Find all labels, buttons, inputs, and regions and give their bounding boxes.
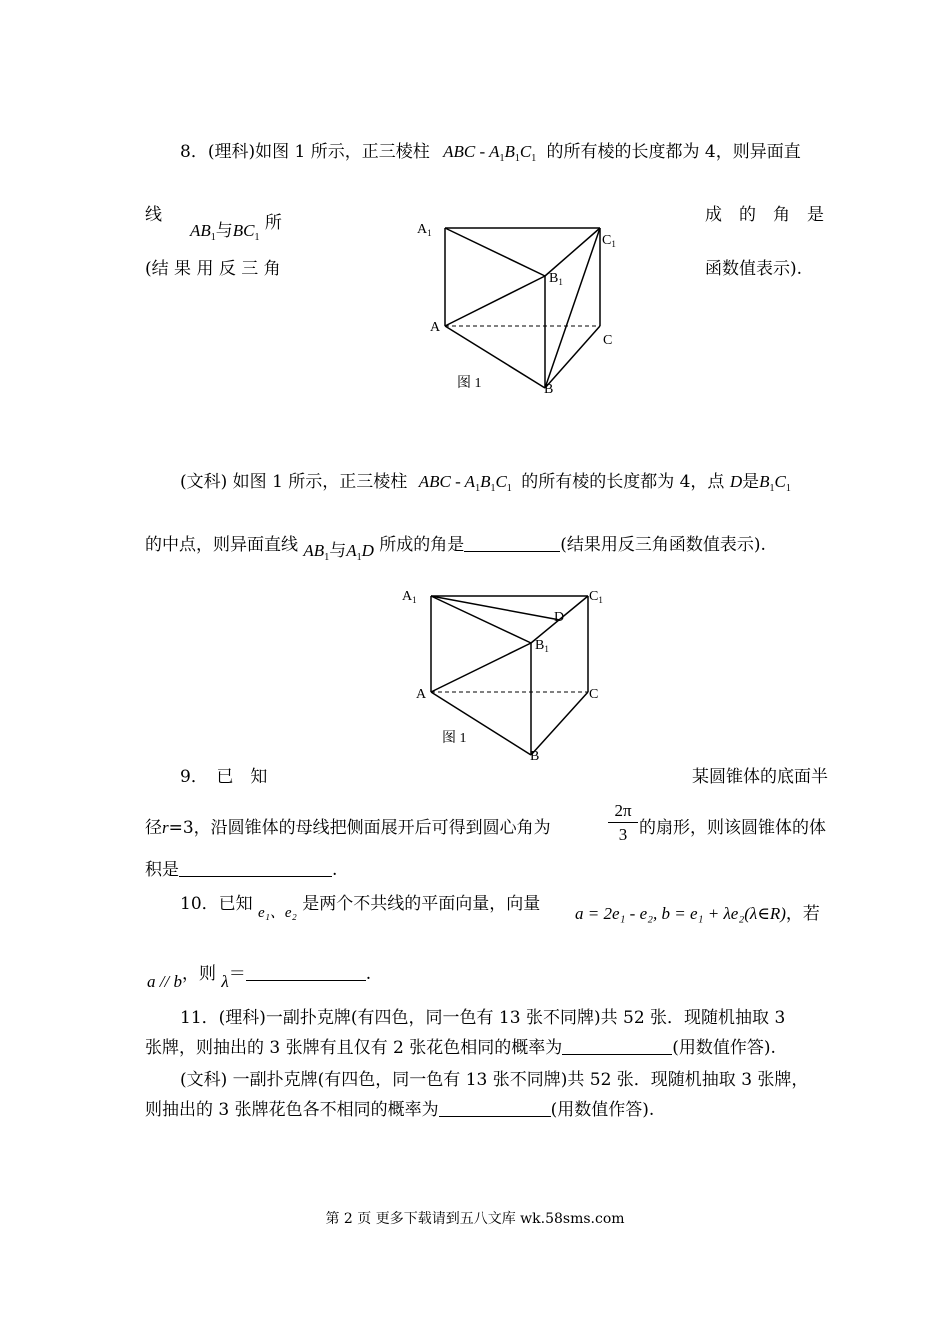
fig1-label-c1: $C_1$ [602, 233, 616, 249]
q11w-answer-blank[interactable] [439, 1098, 551, 1117]
fig2-label-c: C [589, 687, 599, 702]
fig2-label-c1: $C_1$ [589, 589, 603, 605]
q8w-line1: (文科) 如图 1 所示，正三棱柱 ABC - $A_1B_1C_1$ 的所有棱的长度都为 4，点 D是$B_1C_1$ [180, 472, 791, 494]
q8w-line2: 的中点，则异面直线 $AB_1$与$A_1D$ 所成的角是 (结果用反三角函数值表示). [145, 535, 766, 563]
figure1-prism [400, 210, 640, 400]
q9-answer-blank[interactable] [179, 858, 332, 877]
fig1-label-a1: $A_1$ [417, 222, 432, 238]
q8-line1: 8．(理科)如图 1 所示，正三棱柱 ABC - $A_1B_1C_1$ 的所有棱的长度都为 4，则异面直 [180, 142, 801, 164]
fig1-label-c: C [603, 333, 613, 348]
fig1-label-a: A [430, 320, 441, 335]
q9-right: 某圆锥体的底面半 [692, 767, 828, 787]
fig2-label-a1: $A_1$ [402, 589, 417, 605]
q8w-answer-blank[interactable] [464, 533, 560, 552]
q11-answer-blank[interactable] [562, 1036, 672, 1055]
q8-line2-edges: $AB_1$与$BC_1$ 所 [190, 213, 282, 243]
fig1-label-b1: $B_1$ [549, 271, 563, 287]
fig2-label-a: A [416, 687, 427, 702]
q8-line2-right: 成 的 角 是 [705, 205, 824, 225]
q8-line3-left: (结 果 用 反 三 角 [145, 259, 281, 279]
q8-line3-right: 函数值表示). [705, 259, 803, 279]
fig2-caption: 图 1 [442, 731, 467, 746]
q10-answer-blank[interactable] [246, 962, 366, 981]
q9-line3: 积是 . [145, 860, 338, 880]
fig1-caption: 图 1 [457, 376, 482, 391]
q9-lead: 9． 已 知 [180, 767, 268, 787]
fig2-label-b: B [530, 749, 540, 764]
q10-line2: a // b，则 λ＝ . [147, 964, 372, 991]
fig2-label-b1: $B_1$ [535, 638, 549, 654]
page-footer: 第 2 页 更多下载请到五八文库 wk.58sms.com [325, 1211, 625, 1227]
q11-line4: 则抽出的 3 张牌花色各不相同的概率为 (用数值作答). [145, 1100, 655, 1120]
fig2-label-d: D [554, 610, 565, 625]
q11-line3: (文科) 一副扑克牌(有四色，同一色有 13 张不同牌)共 52 张．现随机抽取 3 张牌， [180, 1070, 809, 1090]
q9-line2-post: 的扇形，则该圆锥体的体 [639, 818, 826, 838]
q11-line1: 11．(理科)一副扑克牌(有四色，同一色有 13 张不同牌)共 52 张．现随机抽取 3 [180, 1008, 786, 1028]
figure2-prism [398, 580, 618, 770]
q11-line2: 张牌，则抽出的 3 张牌有且仅有 2 张花色相同的概率为 (用数值作答). [145, 1038, 776, 1058]
q9-fraction: $\frac{2\pi}{3}$ [608, 800, 638, 847]
q10-formula: a = 2e₁ - e₂, b = e₁ + λe₂(λ∈R)，若 [575, 904, 820, 924]
q9-line2-pre: 径r=3，沿圆锥体的母线把侧面展开后可得到圆心角为 [145, 818, 551, 838]
q10-line1: 10．已知 e₁、e₂ 是两个不共线的平面向量，向量 [180, 894, 541, 921]
q8-line2-lead: 线 [145, 205, 162, 225]
fig1-label-b: B [544, 382, 554, 397]
